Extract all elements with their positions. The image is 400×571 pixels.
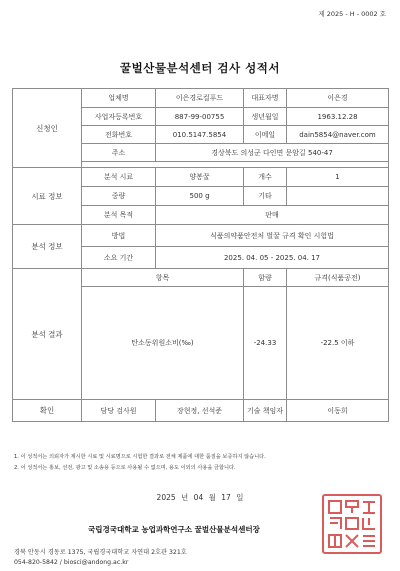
- method-value: 식품의약품안전처 벌꿀 규격 확인 시험법: [156, 225, 389, 247]
- company-label: 업체명: [82, 89, 156, 108]
- sample-other-label: 기타: [244, 187, 287, 206]
- date-year: 2025: [156, 493, 176, 502]
- email-value: dain5854@naver.com: [287, 126, 389, 144]
- address-label: 주소: [82, 144, 156, 162]
- manager-value: 이동희: [287, 400, 389, 422]
- seal-pattern-icon: [324, 496, 380, 552]
- dob-label: 생년월일: [244, 108, 287, 126]
- date-day: 17: [221, 493, 231, 502]
- sample-weight-value: 500 g: [156, 187, 244, 206]
- phone-label: 전화번호: [82, 126, 156, 144]
- bizno-label: 사업자등록번호: [82, 108, 156, 126]
- sample-weight-label: 중량: [82, 187, 156, 206]
- results-section-label: 분석 결과: [13, 269, 82, 400]
- sample-count-label: 개수: [244, 168, 287, 187]
- address-line: 경북 안동시 경동로 1375, 국립경국대학교 자연대 2호관 321호: [14, 549, 187, 556]
- report-table: [12, 88, 389, 422]
- date-month-unit: 월: [208, 493, 216, 502]
- email-label: 이메일: [244, 126, 287, 144]
- sample-other-value: [287, 187, 389, 206]
- purpose-label: 분석 목적: [82, 206, 156, 225]
- company-value: 이은경로컬푸드: [156, 89, 244, 108]
- bizno-value: 887-99-00755: [156, 108, 244, 126]
- rep-value: 이은경: [287, 89, 389, 108]
- sample-name-value: 양봉꿀: [156, 168, 244, 187]
- sample-name-label: 분석 시료: [82, 168, 156, 187]
- results-header-spec: 규격(식품공전): [287, 269, 389, 287]
- result-spec: -22.5 이하: [287, 287, 389, 400]
- inspector-value: 장현정, 선석준: [156, 400, 244, 422]
- method-label: 방법: [82, 225, 156, 247]
- inspector-label: 담당 검사원: [82, 400, 156, 422]
- address-value: 경상북도 의성군 다인면 문암길 540-47: [156, 144, 389, 162]
- confirm-section-label: 확인: [13, 400, 82, 422]
- organization-name: 국립경국대학교 농업과학연구소 꿀벌산물분석센터장: [88, 525, 260, 534]
- period-value: 2025. 04. 05 - 2025. 04. 17: [156, 247, 389, 269]
- footnote-1: 1. 이 성적서는 의뢰자가 제시한 시료 및 시료명으로 시험한 결과로 전체 제품에 대한 품질을 보증하지 않습니다.: [14, 454, 266, 460]
- date-day-unit: 일: [236, 493, 244, 502]
- page-title: 꿀벌산물분석센터 검사 성적서: [120, 61, 280, 75]
- results-header-item: 항목: [82, 269, 244, 287]
- sample-section-label: 시료 정보: [13, 168, 82, 225]
- official-seal: [322, 494, 382, 554]
- document-number: 제 2025 - H - 0002 호: [318, 10, 386, 18]
- result-item: 탄소동위원소비(‰): [82, 287, 244, 400]
- analysis-section-label: 분석 정보: [13, 225, 82, 269]
- dob-value: 1963.12.28: [287, 108, 389, 126]
- results-header-value: 함량: [244, 269, 287, 287]
- phone-value: 010.5147.5854: [156, 126, 244, 144]
- applicant-section-label: 신청인: [13, 89, 82, 168]
- manager-label: 기술 책임자: [244, 400, 287, 422]
- footnote-2: 2. 이 성적서는 홍보, 선전, 광고 및 소송용 등으로 사용될 수 없으며, 용도 이외의 사용을 금합니다.: [14, 465, 236, 471]
- date-month: 04: [193, 493, 204, 502]
- contact-line: 054-820-5842 / biosci@andong.ac.kr: [14, 559, 129, 566]
- sample-count-value: 1: [287, 168, 389, 187]
- date-year-unit: 년: [181, 493, 189, 502]
- result-value: -24.33: [244, 287, 287, 400]
- period-label: 소요 기간: [82, 247, 156, 269]
- purpose-value: 판매: [156, 206, 389, 225]
- rep-label: 대표자명: [244, 89, 287, 108]
